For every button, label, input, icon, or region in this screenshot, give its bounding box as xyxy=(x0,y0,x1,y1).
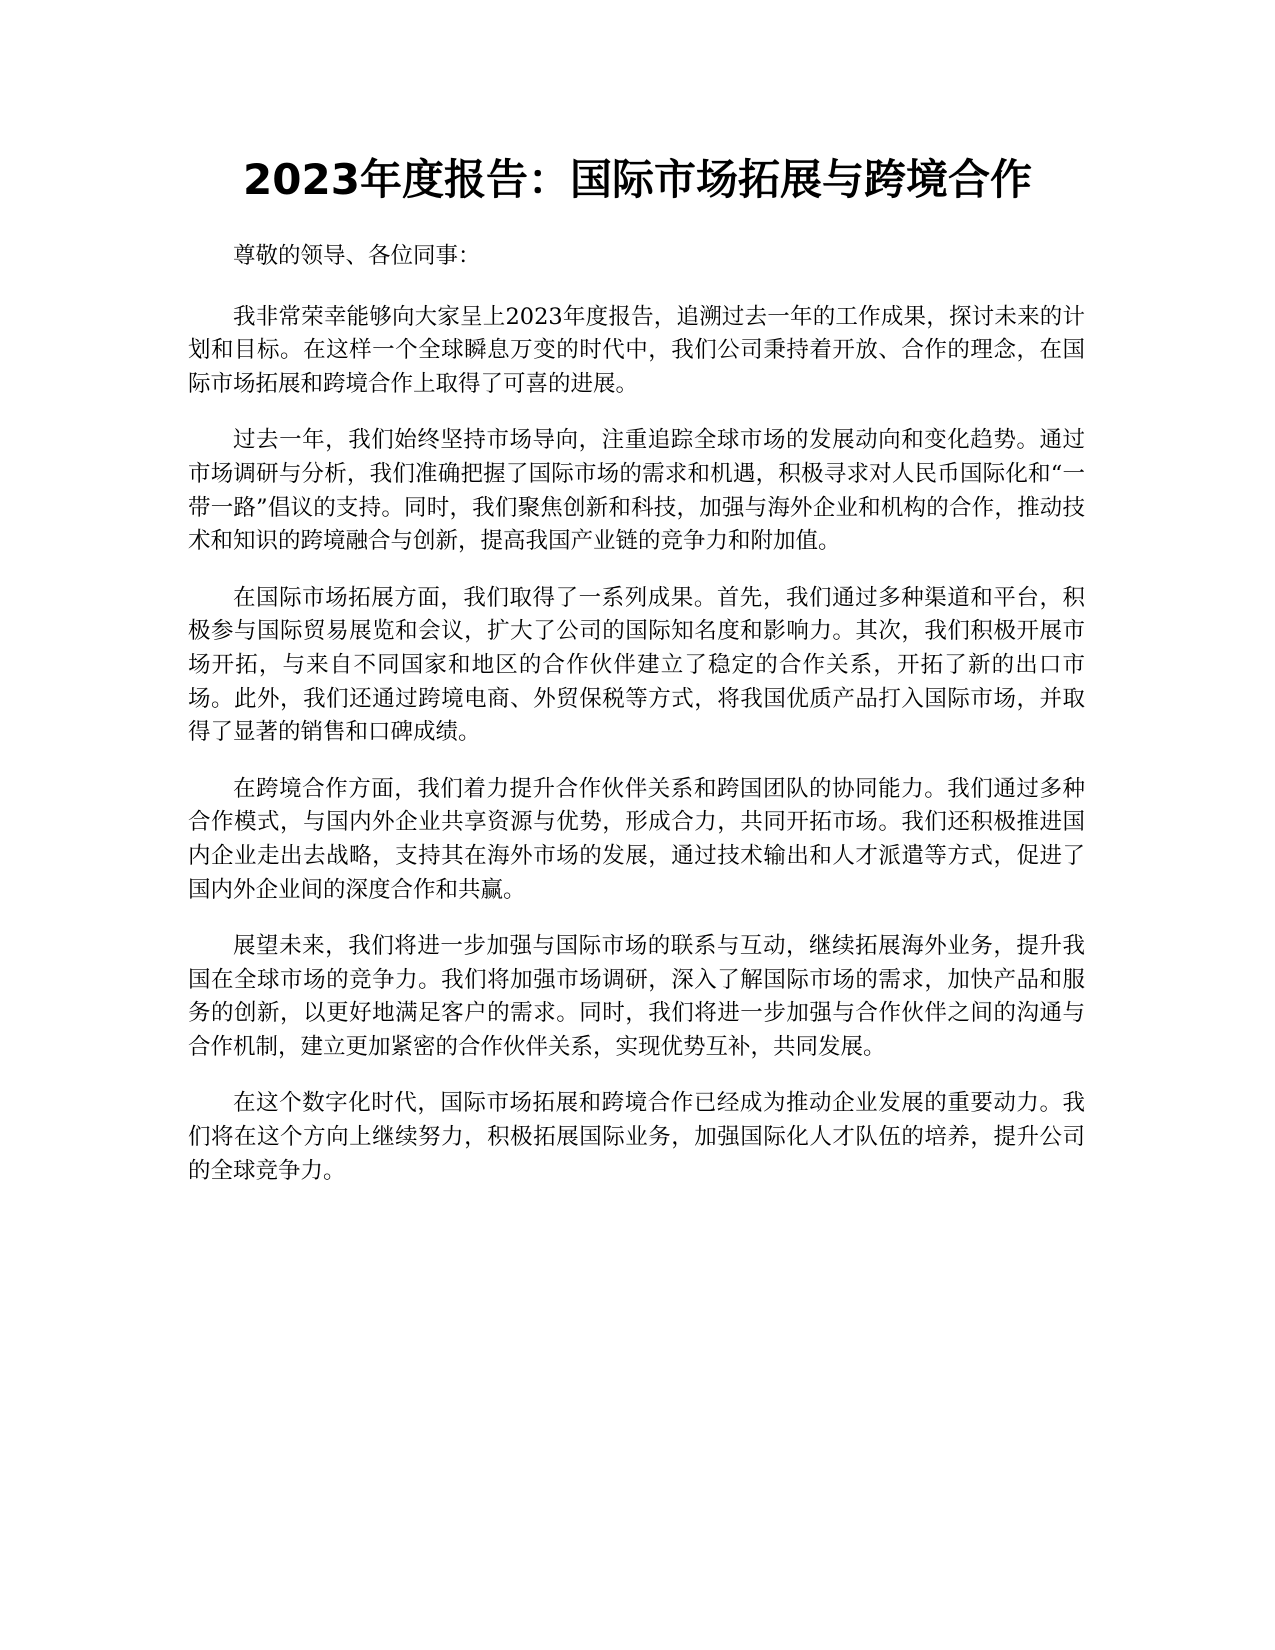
paragraph-cross-border-cooperation: 在跨境合作方面，我们着力提升合作伙伴关系和跨国团队的协同能力。我们通过多种合作模式，与国内外企业共享资源与优势，形成合力，共同开拓市场。我们还积极推进国内企业走出去战略，支持其在海外市场的发展，通过技术输出和人才派遣等方式，促进了国内外企业间的深度合作和共赢。 xyxy=(188,775,1085,903)
paragraph-outlook: 展望未来，我们将进一步加强与国际市场的联系与互动，继续拓展海外业务，提升我国在全球市场的竞争力。我们将加强市场调研，深入了解国际市场的需求，加快产品和服务的创新，以更好地满足客户的需求。同时，我们将进一步加强与合作伙伴之间的沟通与合作机制，建立更加紧密的合作伙伴关系，实现优势互补，共同发展。 xyxy=(188,933,1085,1060)
document-title: 2023年度报告：国际市场拓展与跨境合作 xyxy=(243,155,1032,204)
document-body xyxy=(188,240,1085,1211)
paragraph-past-year: 过去一年，我们始终坚持市场导向，注重追踪全球市场的发展动向和变化趋势。通过市场调研与分析，我们准确把握了国际市场的需求和机遇，积极寻求对人民币国际化和“一带一路”倡议的支持。同时，我们聚焦创新和科技，加强与海外企业和机构的合作，推动技术和知识的跨境融合与创新，提高我国产业链的竞争力和附加值。 xyxy=(188,427,1085,555)
paragraph-digital-era: 在这个数字化时代，国际市场拓展和跨境合作已经成为推动企业发展的重要动力。我们将在这个方向上继续努力，积极拓展国际业务，加强国际化人才队伍的培养，提升公司的全球竞争力。 xyxy=(188,1090,1085,1184)
salutation: 尊敬的领导、各位同事： xyxy=(233,243,481,269)
paragraph-market-expansion: 在国际市场拓展方面，我们取得了一系列成果。首先，我们通过多种渠道和平台，积极参与国际贸易展览和会议，扩大了公司的国际知名度和影响力。其次，我们积极开展市场开拓，与来自不同国家和地区的合作伙伴建立了稳定的合作关系，开拓了新的出口市场。此外，我们还通过跨境电商、外贸保税等方式，将我国优质产品打入国际市场，并取得了显著的销售和口碑成绩。 xyxy=(188,584,1085,746)
paragraph-intro: 我非常荣幸能够向大家呈上2023年度报告，追溯过去一年的工作成果，探讨未来的计划和目标。在这样一个全球瞬息万变的时代中，我们公司秉持着开放、合作的理念，在国际市场拓展和跨境合作上取得了可喜的进展。 xyxy=(188,303,1085,397)
